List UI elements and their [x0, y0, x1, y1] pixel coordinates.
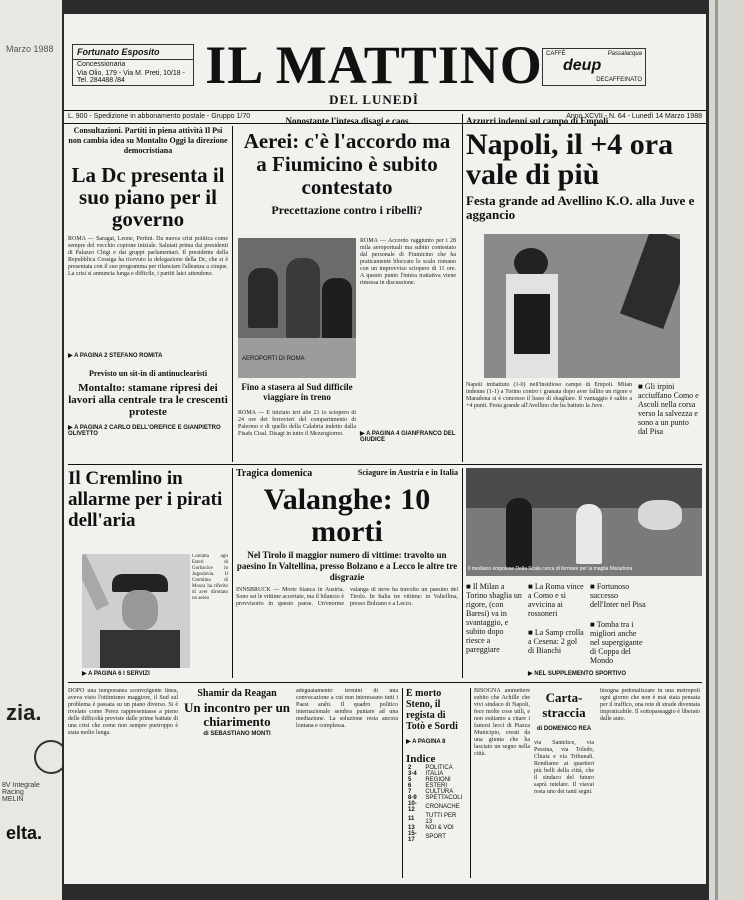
sidebar-box: [406, 688, 466, 878]
column-rule: [462, 114, 463, 462]
article-valanghe: [236, 468, 458, 678]
strip-ad-text: zia.: [6, 700, 42, 725]
column-body-last: bisogna pedonalizzare in una metropoli ogni giorno che non è mai stata pensata per il traffico, una rete di strade diventata impraticabile. Il sottopassaggio è liberato dalle auto.: [600, 688, 700, 722]
section-rule: [68, 682, 702, 683]
index-page: 13: [408, 825, 415, 831]
article-kicker-2: Previsto un sit-in di antinuclearisti: [88, 369, 208, 378]
article-sidebar: [638, 382, 700, 436]
index-page: 10-12: [408, 801, 417, 813]
strip-ad-logo: [34, 740, 62, 774]
article-byline: ▶ A PAGINA 8: [406, 738, 466, 745]
photo-caption: Il mediano empolese Della Scala cerca di fermare per la maglia Maradona: [468, 566, 633, 572]
bullet-icon: ■: [528, 582, 535, 591]
article-body: INNSBRUCK — Morte bianca in Austria. Sono sei le vittime accertate, ma il bilancio è provvisorio in questo paese. Un'enorme valanga di neve ha travolto un paesino del Tirolo. In Italia tre vittime: in Valtellina, presso Bolzano e a Lecco.: [236, 587, 458, 607]
article-byline: ▶ A PAGINA 6 I SERVIZI: [82, 670, 150, 677]
sport-item-text: Fortunoso successo dell'Inter nel Pisa: [590, 582, 646, 609]
bullet-icon: ■: [590, 620, 597, 629]
article-headline: Aerei: c'è l'accordo ma a Fiumicino è subito contestato: [243, 129, 451, 199]
article-subhead: Nel Tirolo il maggior numero di vittime: travolto un paesino In Valtellina, presso Bolzano e a Lecco le altre tre disgrazie: [236, 550, 458, 582]
index-title: Indice: [406, 753, 436, 765]
newspaper-page: [64, 14, 706, 884]
article-photo-title: Fino a stasera al Sud difficile viaggiare in treno: [241, 382, 353, 402]
strip-ad-text-2: elta.: [6, 823, 43, 843]
strip-ad-small: 8V Integrale Racing MELIN: [2, 782, 40, 803]
sport-item-text: Il Milan a Torino sbaglia un rigore, (con Baresi) va in svantaggio, e subito dopo riesce a pareggiare: [466, 582, 522, 654]
index-section: TUTTI PER 13: [425, 813, 457, 825]
article-cremlino: [68, 468, 228, 678]
bullet-icon: ■: [590, 582, 597, 591]
article-headline: Napoli, il +4 ora vale di più: [466, 128, 674, 191]
index-page: 6: [408, 783, 412, 789]
column-body-right: via Santelice, via Pessina, via Toledo, Chiaia e via Tribunali. Rendiamo ai quartieri più belli della città, che il sindaco del futuro saprà tutelare. Il viavai resta uno dei tanti segni.: [534, 740, 594, 795]
section-rule: [68, 464, 702, 465]
photo-caption: Contatta agli Esteri di Gorbaciov in Jugoslavia. Il Cremlino di Mosca ha riferito di aver dirottato un aereo: [192, 554, 228, 601]
article-body: DOPO una temporanea sconvolgente linea, aveva visto l'ottimismo maggiore, il Sud sul problema è passata su un piano diverso. Si è rivelato come Perez rappresentasse a pieno delle difficoltà previste dalle prime battute di una crisi che come non sempre purtroppo è stata molto lunga.: [68, 688, 178, 736]
article-airports: [236, 114, 458, 462]
index-page: 8-9: [408, 795, 417, 801]
masthead-ad-left: [72, 44, 194, 86]
article-kicker-right: Sciagure in Austria e in Italia: [357, 468, 458, 477]
airport-photo: [238, 238, 356, 378]
column-rule: [462, 468, 463, 678]
article-napoli: [466, 114, 702, 462]
column-rule: [232, 468, 233, 678]
article-headline: Valanghe: 10 morti: [263, 483, 431, 548]
article-headline: La Dc presenta il suo piano per il governo: [71, 163, 225, 231]
article-byline: ▶ NEL SUPPLEMENTO SPORTIVO: [528, 670, 626, 677]
newspaper-subtitle: DEL LUNEDÌ: [329, 92, 419, 107]
photo-caption: Napoli imbattuto (1-0) nell'insidioso campo di Empoli. Milan indenne (1-1) a Torino contro i granata dopo aver fallito un rigore e Maradona si è concesso il lusso di sbagliare. Il vantaggio è salito a +4 punti. Festa grande all'Avellino che ha battuto la Juve.: [466, 382, 632, 409]
article-kicker: Azzurri indenni sul campo di Empoli: [466, 116, 609, 126]
ad-right-top-right: Passalacqua: [607, 51, 642, 57]
article-cartastraccia: [474, 688, 702, 878]
photo-sign: AEROPORTI DI ROMA: [242, 356, 305, 362]
ad-right-brand: deup: [563, 57, 602, 74]
sport-item: [528, 628, 584, 655]
index-section: REGIONI: [425, 777, 451, 783]
article-byline: ▶ A PAGINA 4 GIANFRANCO DEL GIUDICE: [360, 430, 456, 443]
article-byline-2: ▶ A PAGINA 2 CARLO DELL'OREFICE E GIANPIETRO OLIVETTO: [68, 424, 228, 437]
column-rule: [470, 688, 471, 878]
index-section: SPETTACOLI: [425, 795, 463, 801]
article-subhead: Precettazione contro i ribelli?: [271, 203, 423, 217]
sport-item-text: La Samp crolla a Cesena: 2 gol di Bianchi: [528, 628, 584, 655]
middle-article: [296, 688, 398, 878]
index-section: SPORT: [425, 834, 446, 840]
index-page: 2: [408, 765, 412, 771]
adjacent-page-strip: [0, 0, 62, 900]
article-shamir: [182, 688, 292, 878]
napoli-photo: [484, 234, 680, 378]
index-section: ESTERI: [425, 783, 448, 789]
index-page: 3-4: [408, 771, 417, 777]
index-section: ITALIA: [425, 771, 444, 777]
column-rule: [232, 126, 233, 462]
ad-right-top-left: CAFFÈ: [546, 51, 566, 57]
sport-items: [466, 582, 702, 678]
sport-item-text: La Roma vince a Como e si avvicina ai rossoneri: [528, 582, 584, 618]
ad-left-line: Via Olio, 179 - Via M. Preti, 10/18 - Tel. 284488 /84: [77, 70, 185, 84]
sport-item: [528, 582, 584, 618]
article-body: ROMA — Accordo raggiunto per i 28 mila aeroportuali ma subito contestato dal personale di Fiumicino che ha praticamente bloccato lo scalo romano con un improvviso sciopero di 11 ore. A questo punto l'intera trattativa viene rimessa in discussione.: [360, 238, 456, 286]
gorbaciov-photo: [82, 554, 190, 668]
article-dc-government: [68, 126, 228, 462]
index-table: [406, 765, 466, 843]
article-kicker: Nonostante l'intesa disagi e caos: [285, 116, 409, 126]
index-page: 7: [408, 789, 412, 795]
index-page: 15-17: [408, 831, 417, 843]
sport-item-text: Tomba tra i migliori anche nel supergigante di Coppa del Mondo: [590, 620, 643, 665]
bottom-lead-article: [68, 688, 178, 878]
index-section: CRONACHE: [425, 804, 460, 810]
dateline-right: Anno XCVII - N. 64 - Lunedì 14 Marzo 1988: [566, 113, 702, 120]
article-kickers: [236, 468, 458, 482]
article-headline: Un incontro per un chiarimento: [183, 700, 291, 729]
article-kicker-left: Tragica domenica: [236, 468, 313, 479]
article-subhead: Festa grande ad Avellino K.O. alla Juve e aggancio: [466, 193, 695, 222]
column-rule: [402, 688, 403, 878]
sport-item: [466, 582, 522, 654]
dateline-left: L. 900 - Spedizione in abbonamento postale - Gruppo 1/70: [68, 113, 251, 120]
column-byline: di DOMENICO REA: [536, 726, 592, 732]
match-photo: [466, 468, 702, 576]
masthead-ad-right: [542, 48, 646, 86]
column-title: Carta-straccia: [542, 690, 586, 720]
article-byline: ▶ A PAGINA 2 STEFANO ROMITA: [68, 352, 228, 359]
page-edge: [709, 0, 743, 900]
sport-item: [590, 620, 646, 665]
article-headline-2: Montalto: stamane ripresi dei lavori alla centrale tra le crescenti proteste: [68, 382, 228, 418]
sport-item: [590, 582, 646, 609]
bullet-icon: ■: [528, 628, 535, 637]
article-body: adeguatamente: termini di una convocazione a cui non interessano tutti i Paesi arabi. Il quadro politico internazionale sembra puntare ad una mediazione. La soluzione resta ancora lontana e complessa.: [296, 688, 398, 729]
article-byline: di SEBASTIANO MONTI: [203, 731, 271, 737]
article-headline: Il Cremlino in allarme per i pirati dell'aria: [68, 468, 223, 531]
article-headline: È morto Steno, il regista di Totò e Sordi: [406, 688, 458, 732]
index-row: [406, 813, 466, 825]
article-sport: [466, 468, 702, 678]
article-kicker: Shamir da Reagan: [197, 688, 277, 699]
sidebar-text: Gli irpini acciuffano Como e Ascoli nella corsa verso la salvezza e sono a un punto dal Pisa: [638, 382, 699, 436]
ad-left-brand: Fortunato Esposito: [73, 45, 193, 60]
ad-left-line: Concessionaria: [77, 61, 126, 68]
column-body-left: BISOGNA ammettere subito che Achille che vivi sindaco di Napoli, fece molte cose utili, e non esitiamo a citare i famosi lecci di Piazza Municipio, creati da una giunta che ha lasciato un segno nella città.: [474, 688, 530, 757]
index-section: CULTURA: [425, 789, 454, 795]
newspaper-title: IL MATTINO: [205, 35, 543, 95]
index-section: NOI & VOI: [425, 825, 454, 831]
article-body: ROMA — Saragat, Leone, Pertini. Da nuova crisi politica come sempre del vecchio copione iniziale. Salutati prima dai presidenti di Palazzo Chigi e dai gruppi parlamentari. Il presidente della Repubblica Cossiga ha ricevuto la delegazione della Dc, che si è presentata con il suo programma per rilanciare l'alleanza a cinque. La crisi si annuncia lunga e difficile, i partiti laici attendono.: [68, 236, 228, 277]
index-row: [406, 801, 466, 813]
article-kicker: Consultazioni. Partiti in piena attività Il Psi non cambia idea su Montalto Oggi la direzione democristiana: [68, 126, 228, 155]
masthead: [64, 14, 706, 106]
bullet-icon: ■: [638, 382, 645, 391]
index-section: POLITICA: [425, 765, 453, 771]
index-row: [406, 831, 466, 843]
strip-date: Marzo 1988: [6, 44, 54, 54]
index-page: 11: [408, 816, 415, 822]
strip-advertisement: [0, 700, 62, 844]
bullet-icon: ■: [466, 582, 473, 591]
index-page: 5: [408, 777, 412, 783]
ad-right-bottom: DECAFFEINATO: [596, 77, 642, 83]
article-body-2: ROMA — È iniziato ieri alle 21 lo sciopero di 24 ore dei ferrovieri del compartimento di Palermo e di quello della Calabria indetto dalla Fisafs Cisal. Disagi in tutto il Mezzogiorno.: [238, 410, 356, 437]
